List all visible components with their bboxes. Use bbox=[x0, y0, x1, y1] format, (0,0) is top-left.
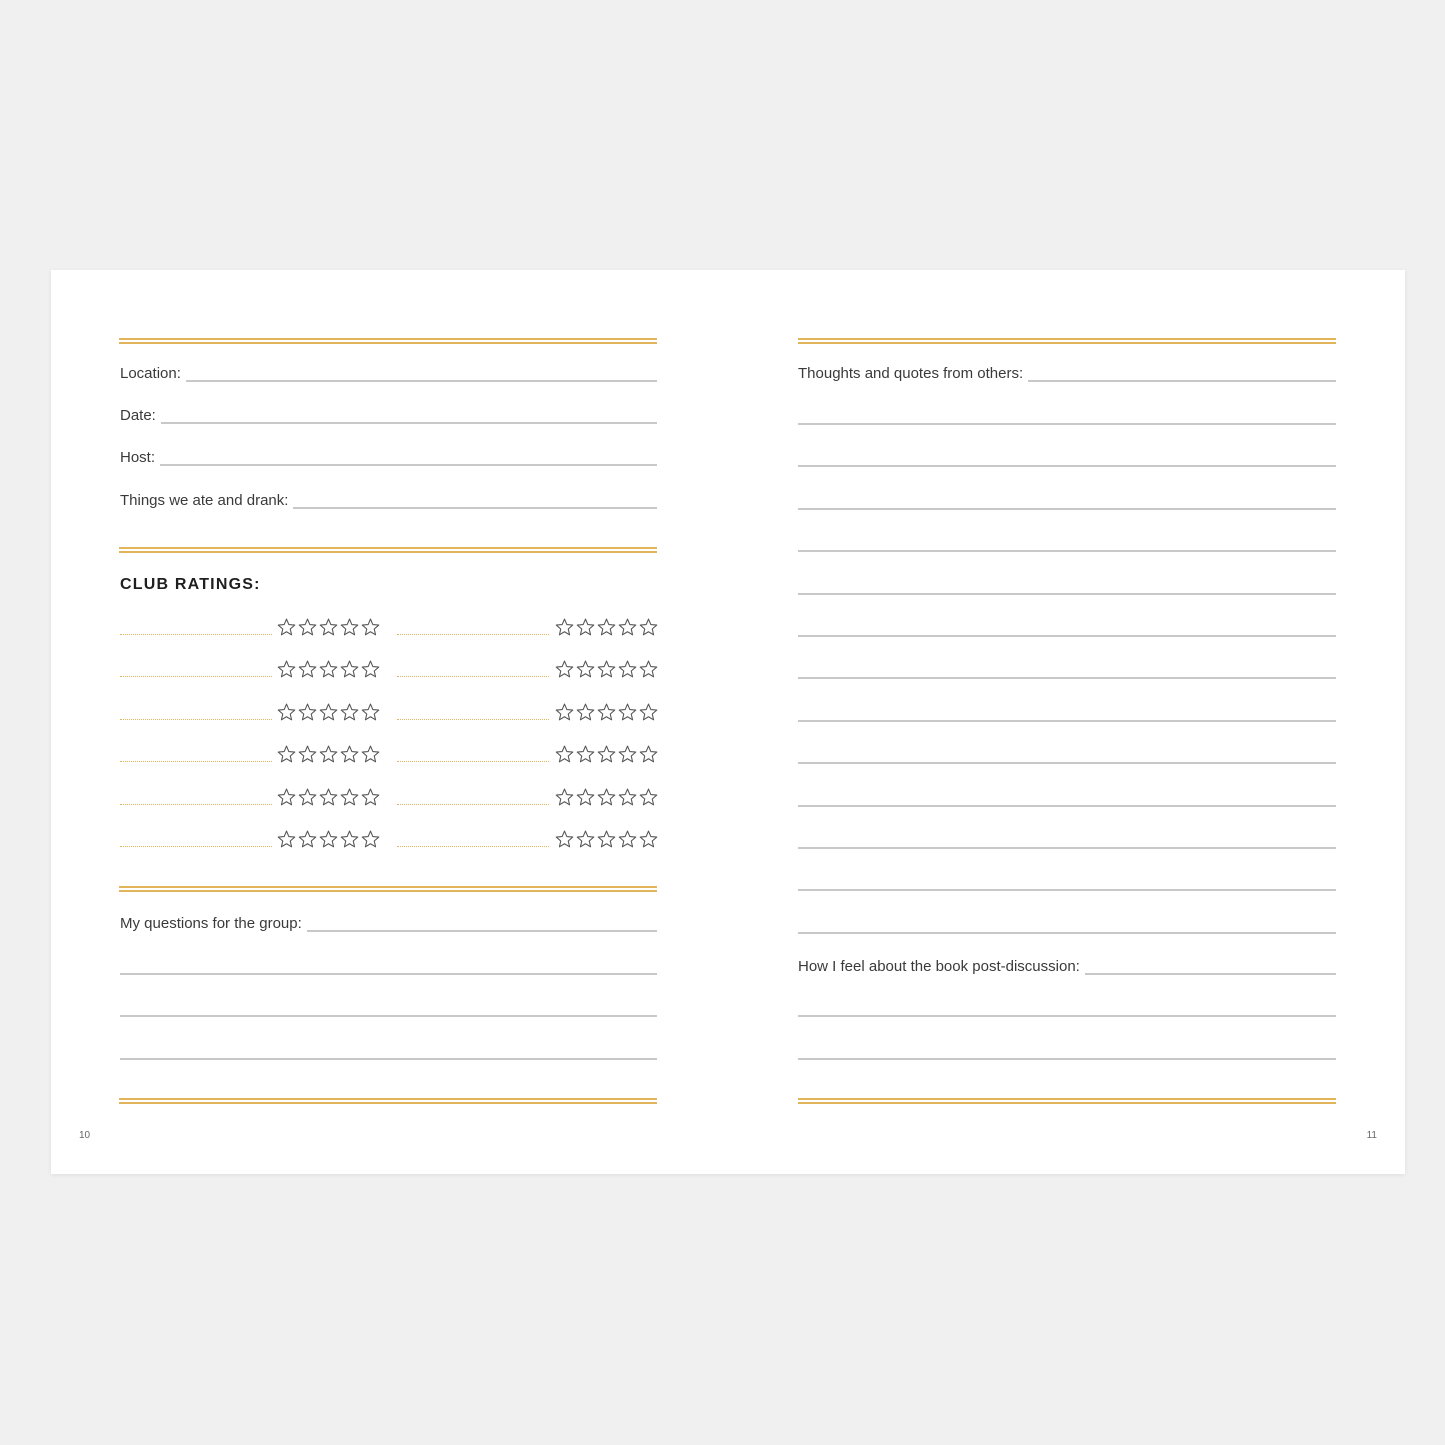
star-rating[interactable] bbox=[554, 659, 659, 679]
star-outline-icon[interactable] bbox=[339, 659, 360, 679]
writing-line[interactable] bbox=[798, 677, 1336, 679]
rating-label-line[interactable] bbox=[397, 719, 549, 720]
star-rating[interactable] bbox=[276, 702, 381, 722]
host-field[interactable] bbox=[120, 447, 657, 467]
star-outline-icon[interactable] bbox=[360, 787, 381, 807]
thoughts-field[interactable] bbox=[798, 363, 1336, 383]
location-label: Location: bbox=[120, 365, 181, 382]
writing-line[interactable] bbox=[798, 423, 1336, 425]
gold-divider bbox=[798, 338, 1336, 344]
rating-label-line[interactable] bbox=[120, 676, 272, 677]
star-outline-icon[interactable] bbox=[617, 659, 638, 679]
star-outline-icon[interactable] bbox=[276, 829, 297, 849]
club-ratings-heading: CLUB RATINGS: bbox=[120, 576, 261, 593]
star-outline-icon[interactable] bbox=[297, 744, 318, 764]
host-line[interactable] bbox=[160, 464, 657, 466]
writing-line[interactable] bbox=[798, 805, 1336, 807]
star-outline-icon[interactable] bbox=[318, 744, 339, 764]
star-outline-icon[interactable] bbox=[575, 702, 596, 722]
star-rating[interactable] bbox=[554, 829, 659, 849]
star-outline-icon[interactable] bbox=[360, 659, 381, 679]
star-outline-icon[interactable] bbox=[596, 787, 617, 807]
gold-divider bbox=[798, 1098, 1336, 1104]
star-outline-icon[interactable] bbox=[596, 829, 617, 849]
star-outline-icon[interactable] bbox=[617, 617, 638, 637]
rating-label-line[interactable] bbox=[120, 634, 272, 635]
star-outline-icon[interactable] bbox=[617, 829, 638, 849]
star-rating[interactable] bbox=[276, 744, 381, 764]
thoughts-label: Thoughts and quotes from others: bbox=[798, 365, 1024, 382]
writing-line[interactable] bbox=[798, 508, 1336, 510]
date-line[interactable] bbox=[161, 422, 657, 424]
star-outline-icon[interactable] bbox=[276, 659, 297, 679]
star-outline-icon[interactable] bbox=[318, 829, 339, 849]
writing-line[interactable] bbox=[798, 720, 1336, 722]
writing-line[interactable] bbox=[798, 889, 1336, 891]
star-outline-icon[interactable] bbox=[360, 829, 381, 849]
rating-label-line[interactable] bbox=[397, 761, 549, 762]
star-outline-icon[interactable] bbox=[360, 744, 381, 764]
star-outline-icon[interactable] bbox=[596, 702, 617, 722]
star-outline-icon[interactable] bbox=[575, 744, 596, 764]
rating-label-line[interactable] bbox=[120, 804, 272, 805]
food-drink-label: Things we ate and drank: bbox=[120, 492, 289, 509]
star-outline-icon[interactable] bbox=[339, 744, 360, 764]
writing-line[interactable] bbox=[798, 932, 1336, 934]
star-rating[interactable] bbox=[276, 829, 381, 849]
star-outline-icon[interactable] bbox=[596, 744, 617, 764]
writing-line[interactable] bbox=[798, 1058, 1336, 1060]
rating-label-line[interactable] bbox=[120, 719, 272, 720]
date-field[interactable] bbox=[120, 405, 657, 425]
gold-divider bbox=[119, 338, 657, 344]
writing-line[interactable] bbox=[798, 847, 1336, 849]
questions-field[interactable] bbox=[120, 913, 657, 933]
rating-label-line[interactable] bbox=[120, 846, 272, 847]
star-rating[interactable] bbox=[554, 702, 659, 722]
left-page bbox=[51, 270, 728, 1174]
star-outline-icon[interactable] bbox=[617, 702, 638, 722]
writing-line[interactable] bbox=[798, 593, 1336, 595]
star-outline-icon[interactable] bbox=[276, 787, 297, 807]
star-outline-icon[interactable] bbox=[638, 787, 659, 807]
rating-label-line[interactable] bbox=[120, 761, 272, 762]
star-outline-icon[interactable] bbox=[638, 829, 659, 849]
food-drink-field[interactable] bbox=[120, 490, 657, 510]
writing-line[interactable] bbox=[798, 465, 1336, 467]
writing-line[interactable] bbox=[798, 1015, 1336, 1017]
star-outline-icon[interactable] bbox=[638, 617, 659, 637]
star-rating[interactable] bbox=[554, 744, 659, 764]
star-outline-icon[interactable] bbox=[575, 829, 596, 849]
star-outline-icon[interactable] bbox=[554, 617, 575, 637]
star-outline-icon[interactable] bbox=[638, 744, 659, 764]
star-outline-icon[interactable] bbox=[575, 617, 596, 637]
writing-line[interactable] bbox=[798, 550, 1336, 552]
gold-divider bbox=[119, 886, 657, 892]
star-outline-icon[interactable] bbox=[596, 659, 617, 679]
right-page bbox=[728, 270, 1405, 1174]
feelings-line[interactable] bbox=[1085, 973, 1336, 975]
gold-divider bbox=[119, 547, 657, 553]
star-outline-icon[interactable] bbox=[276, 744, 297, 764]
star-outline-icon[interactable] bbox=[339, 617, 360, 637]
star-outline-icon[interactable] bbox=[554, 787, 575, 807]
writing-line[interactable] bbox=[798, 635, 1336, 637]
star-outline-icon[interactable] bbox=[276, 617, 297, 637]
star-outline-icon[interactable] bbox=[360, 617, 381, 637]
star-outline-icon[interactable] bbox=[297, 702, 318, 722]
writing-line[interactable] bbox=[120, 973, 657, 975]
star-outline-icon[interactable] bbox=[339, 787, 360, 807]
gold-divider bbox=[119, 1098, 657, 1104]
star-outline-icon[interactable] bbox=[318, 617, 339, 637]
star-outline-icon[interactable] bbox=[596, 617, 617, 637]
questions-line[interactable] bbox=[307, 930, 657, 932]
feelings-label: How I feel about the book post-discussion: bbox=[798, 958, 1080, 975]
rating-label-line[interactable] bbox=[397, 634, 549, 635]
star-outline-icon[interactable] bbox=[318, 702, 339, 722]
feelings-field[interactable] bbox=[798, 956, 1336, 976]
star-outline-icon[interactable] bbox=[339, 829, 360, 849]
writing-line[interactable] bbox=[798, 762, 1336, 764]
star-rating[interactable] bbox=[554, 617, 659, 637]
star-outline-icon[interactable] bbox=[617, 744, 638, 764]
star-rating[interactable] bbox=[276, 659, 381, 679]
star-outline-icon[interactable] bbox=[360, 702, 381, 722]
star-outline-icon[interactable] bbox=[638, 659, 659, 679]
page-number-right: 11 bbox=[1366, 1130, 1377, 1141]
star-rating[interactable] bbox=[276, 787, 381, 807]
location-line[interactable] bbox=[186, 380, 657, 382]
star-outline-icon[interactable] bbox=[575, 659, 596, 679]
star-rating[interactable] bbox=[554, 787, 659, 807]
thoughts-line[interactable] bbox=[1028, 380, 1336, 382]
star-outline-icon[interactable] bbox=[575, 787, 596, 807]
star-outline-icon[interactable] bbox=[617, 787, 638, 807]
star-outline-icon[interactable] bbox=[339, 702, 360, 722]
star-outline-icon[interactable] bbox=[554, 659, 575, 679]
star-rating[interactable] bbox=[276, 617, 381, 637]
star-outline-icon[interactable] bbox=[297, 787, 318, 807]
star-outline-icon[interactable] bbox=[554, 744, 575, 764]
page-number-left: 10 bbox=[79, 1130, 91, 1141]
writing-line[interactable] bbox=[120, 1015, 657, 1017]
star-outline-icon[interactable] bbox=[554, 702, 575, 722]
rating-label-line[interactable] bbox=[397, 676, 549, 677]
questions-label: My questions for the group: bbox=[120, 915, 302, 932]
star-outline-icon[interactable] bbox=[297, 659, 318, 679]
rating-label-line[interactable] bbox=[397, 804, 549, 805]
book-spread bbox=[51, 270, 1405, 1174]
star-outline-icon[interactable] bbox=[276, 702, 297, 722]
star-outline-icon[interactable] bbox=[318, 787, 339, 807]
location-field[interactable] bbox=[120, 363, 657, 383]
rating-label-line[interactable] bbox=[397, 846, 549, 847]
star-outline-icon[interactable] bbox=[297, 617, 318, 637]
host-label: Host: bbox=[120, 449, 156, 466]
writing-line[interactable] bbox=[120, 1058, 657, 1060]
food-drink-line[interactable] bbox=[293, 507, 657, 509]
star-outline-icon[interactable] bbox=[318, 659, 339, 679]
star-outline-icon[interactable] bbox=[297, 829, 318, 849]
star-outline-icon[interactable] bbox=[554, 829, 575, 849]
star-outline-icon[interactable] bbox=[638, 702, 659, 722]
date-label: Date: bbox=[120, 407, 156, 424]
